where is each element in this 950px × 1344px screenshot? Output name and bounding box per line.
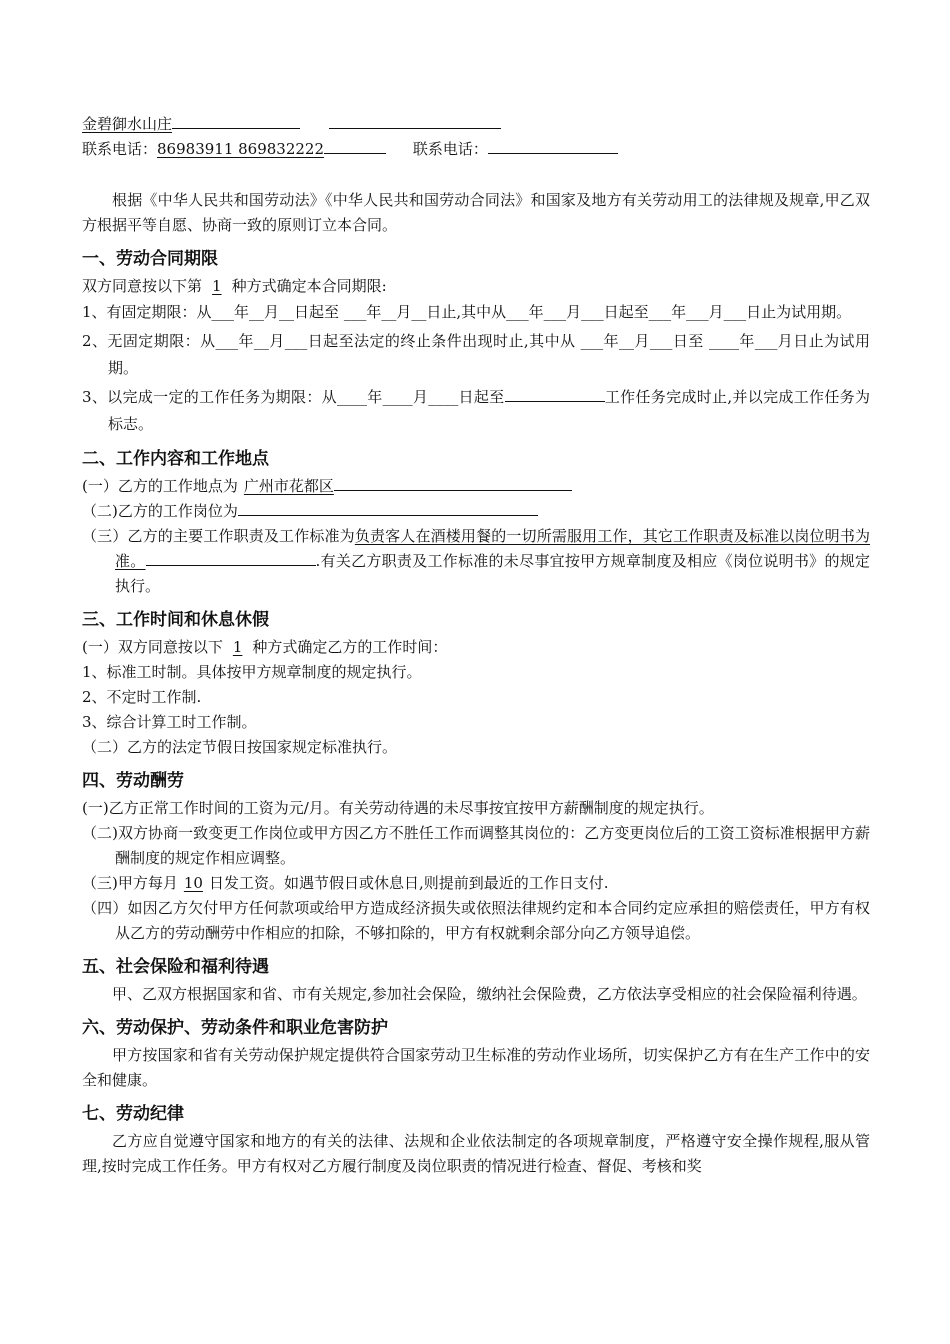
s2-item-1-blank (334, 476, 572, 491)
s3-line-4: （二）乙方的法定节假日按国家规定标准执行。 (82, 738, 398, 756)
s1-item-3 (82, 384, 870, 438)
s2-item-3-value: 负责客人在酒楼用餐的一切所需服用工作，其它工作职责及标准以岗位明书为准。 (115, 527, 870, 570)
s1-item-1: 1、有固定期限：从___年__月__日起至 ___年__月__日止,其中从___年___月___日起至___年___月___日止为试用期。 (82, 303, 852, 321)
phone-label-b: 联系电话： (412, 140, 488, 158)
section-4-title: 四、劳动酬劳 (82, 771, 184, 791)
phone-b-blank (488, 139, 618, 154)
s5-body: 甲、乙双方根据国家和省、市有关规定,参加社会保险，缴纳社会保险费，乙方依法享受相应的社会保险福利待遇。 (112, 985, 867, 1003)
phone-label-a: 联系电话： (82, 140, 158, 158)
s3-item-1-pre: (一）双方同意按以下 (82, 638, 223, 656)
party-a-name-blank (172, 114, 300, 129)
s2-item-3-post: .有关乙方职责及工作标准的未尽事宜按甲方规章制度及相应《岗位说明书》的规定执行。 (115, 552, 870, 595)
s2-item-2-pre: （二)乙方的工作岗位为 (82, 502, 238, 520)
section-1-title: 一、劳动合同期限 (82, 249, 218, 269)
section-3-title: 三、工作时间和休息休假 (82, 610, 269, 630)
s2-item-1 (82, 474, 870, 499)
s3-line-2: 2、不定时工作制. (82, 688, 202, 706)
s4-item-2: （二)双方协商一致变更工作岗位或甲方因乙方不胜任工作而调整其岗位的：乙方变更岗位后的工资工资标准根据甲方薪酬制度的规定作相应调整。 (82, 824, 870, 867)
s4-item-3-pre: （三)甲方每月 (82, 874, 178, 892)
section-6-title: 六、劳动保护、劳动条件和职业危害防护 (82, 1018, 388, 1038)
party-a-name: 金碧御水山庄 (82, 115, 173, 133)
section-2-title: 二、工作内容和工作地点 (82, 449, 269, 469)
s4-item-3 (82, 871, 870, 896)
s1-item-2: 2、无固定期限：从___年__月___日起至法定的终止条件出现时止,其中从 ___年__月___日至 ____年___月日止为试用期。 (82, 332, 870, 377)
phone-a-blank (324, 139, 386, 154)
s7-body: 乙方应自觉遵守国家和地方的有关的法律、法规和企业依法制定的各项规章制度，严格遵守安全操作规程,服从管理,按时完成工作任务。甲方有权对乙方履行制度及岗位职责的情况进行检查、督促、考核和奖 (82, 1132, 870, 1175)
s1-item-3-pre: 3、以完成一定的工作任务为期限：从____年____月____日起至 (82, 388, 505, 406)
section-7-title: 七、劳动纪律 (82, 1104, 184, 1124)
section-5-title: 五、社会保险和福利待遇 (82, 957, 269, 977)
s2-item-3-blank (146, 551, 316, 566)
s4-item-3-value: 10 (183, 874, 203, 892)
s1-lead-value: 1 (212, 277, 222, 295)
party-b-name-blank (329, 114, 501, 129)
s3-item-1 (82, 635, 870, 660)
s4-item-4: （四）如因乙方欠付甲方任何款项或给甲方造成经济损失或依照法律规约定和本合同约定应承担的赔偿责任，甲方有权从乙方的劳动酬劳中作相应的扣除，不够扣除的，甲方有权就剩余部分向乙方领导追偿。 (82, 899, 870, 942)
s3-line-1: 1、标准工时制。具体按甲方规章制度的规定执行。 (82, 663, 422, 681)
s2-item-1-value: 广州市花都区 (243, 477, 334, 495)
phone-a-value: 86983911 869832222 (157, 140, 325, 158)
s3-item-1-post: 种方式确定乙方的工作时间： (252, 638, 448, 656)
s1-lead-pre: 双方同意按以下第 (82, 277, 203, 295)
s2-item-3-pre: （三）乙方的主要工作职责及工作标准为 (82, 527, 355, 545)
s1-item-3-post: 工作任务完成时止,并以完成工作任务为标志。 (108, 388, 870, 433)
s2-item-3 (82, 524, 870, 599)
party-name-row (82, 112, 870, 137)
contract-page (82, 112, 870, 1179)
s3-line-3: 3、综合计算工时工作制。 (82, 713, 257, 731)
phone-row (82, 137, 870, 162)
s2-item-2-blank (238, 501, 538, 516)
s6-body: 甲方按国家和省有关劳动保护规定提供符合国家劳动卫生标准的劳动作业场所，切实保护乙方有在生产工作中的安全和健康。 (82, 1046, 870, 1089)
s2-item-1-pre: (一）乙方的工作地点为 (82, 477, 238, 495)
s4-item-1: (一)乙方正常工作时间的工资为元/月。有关劳动待遇的未尽事按宜按甲方薪酬制度的规定执行。 (82, 799, 714, 817)
s4-item-3-post: 日发工资。如遇节假日或休息日,则提前到最近的工作日支付. (208, 874, 609, 892)
s3-item-1-value: 1 (232, 638, 243, 656)
s1-item-3-blank (505, 387, 605, 402)
s1-lead (82, 274, 870, 299)
intro-paragraph: 根据《中华人民共和国劳动法》《中华人民共和国劳动合同法》和国家及地方有关劳动用工的法律规及规章,甲乙双方根据平等自愿、协商一致的原则订立本合同。 (82, 191, 870, 234)
s1-lead-post: 种方式确定本合同期限: (231, 277, 387, 295)
s2-item-2 (82, 499, 870, 524)
